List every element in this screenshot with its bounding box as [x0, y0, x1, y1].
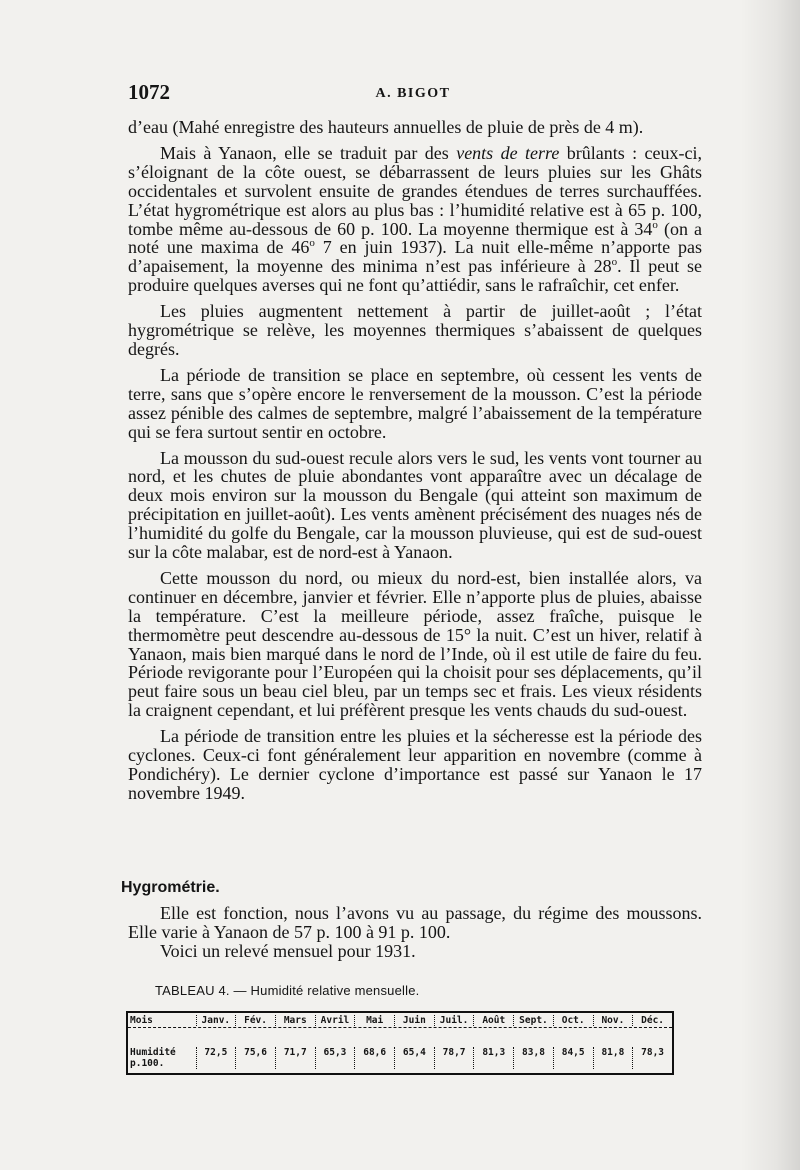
table-rule: [128, 1027, 672, 1028]
section-text: [128, 904, 702, 961]
body-text: [128, 118, 702, 803]
paragraph: Mais à Yanaon, elle se traduit par des vents de terre brûlants : ceux-ci, s’éloignant de la côte ouest, se débarrassent de leurs pluies sur les Ghâts occidentales et survolent ensuite de grandes étendues de terres surchauffées. L’état hygrométrique est alors au plus bas : l’humidité relative est à 65 p. 100, tombe même au-dessous de 60 p. 100. La moyenne thermique est à 34$^o$ (on a noté une maxima de 46$^o$ 7 en juin 1937). La nuit elle-même n’apporte pas d’apaisement, la moyenne des minima n’est pas inférieure à 28$^o$. Il peut se produire quelques averses qui ne font qu’attiédir, sans le rafraîchir, cet enfer.: [128, 142, 703, 296]
column-header: Fév.: [235, 1015, 275, 1026]
column-header: Mai: [354, 1015, 394, 1026]
table-caption: TABLEAU 4. — Humidité relative mensuelle.: [155, 983, 420, 998]
column-header: Juil.: [434, 1015, 474, 1026]
humidity-table: [126, 1011, 674, 1075]
table-cell: 72,5: [196, 1047, 236, 1069]
table-cell: 81,3: [473, 1047, 513, 1069]
paragraph: Cette mousson du nord, ou mieux du nord-est, bien installée alors, va continuer en décembre, janvier et février. Elle n’apporte plus de pluies, abaisse la température. C’est la meilleure période, assez fraîche, puisque le thermomètre peut descendre au-dessous de 15° la nuit. C’est un hiver, relatif à Yanaon, mais bien marqué dans le nord de l’Inde, où il est utile de faire du feu. Période revigorante pour l’Européen qui la choisit pour ses déplacements, qu’il peut faire sous un beau ciel bleu, par un temps sec et frais. Les vieux résidents la craignent cependant, et lui préfèrent presque les vents chauds du sud-ouest.: [128, 567, 702, 721]
column-header: Janv.: [196, 1015, 236, 1026]
table-cell: 65,3: [315, 1047, 355, 1069]
page-number: 1072: [128, 80, 170, 104]
table-values-row: [128, 1047, 672, 1069]
paragraph: La mousson du sud-ouest recule alors vers le sud, les vents vont tourner au nord, et les chutes de pluie abondantes vont apparaître avec un décalage de deux mois environ sur la mousson du Bengale (qui atteint son maximum de précipitation en juillet-août). Les vents amènent précisément des nuages nés de l’humidité du golfe du Bengale, car la mousson pluvieuse, qui est de sud-ouest sur la côte malabar, est de nord-est à Yanaon.: [128, 447, 702, 563]
table-cell: 65,4: [394, 1047, 434, 1069]
table-cell: 84,5: [553, 1047, 593, 1069]
column-header: Déc.: [632, 1015, 672, 1026]
row-label-line: p.100.: [130, 1058, 165, 1069]
row-label-line: Humidité: [130, 1047, 176, 1058]
column-header: Avril: [315, 1015, 355, 1026]
column-header: Sept.: [513, 1015, 553, 1026]
column-header: Oct.: [553, 1015, 593, 1026]
table-cell: 78,3: [632, 1047, 672, 1069]
paragraph: Elle est fonction, nous l’avons vu au passage, du régime des moussons. Elle varie à Yanaon de 57 p. 100 à 91 p. 100.: [128, 903, 702, 942]
table-cell: 81,8: [593, 1047, 633, 1069]
column-header: Mars: [275, 1015, 315, 1026]
page-edge-shadow: [740, 0, 800, 1170]
table-cell: 71,7: [275, 1047, 315, 1069]
table-cell: 68,6: [354, 1047, 394, 1069]
table-cell: 83,8: [513, 1047, 553, 1069]
row-label-mois: Mois: [130, 1015, 153, 1026]
section-title: Hygrométrie.: [121, 879, 220, 896]
table-header-row: [128, 1015, 672, 1026]
column-header: Nov.: [593, 1015, 633, 1026]
paragraph: Voici un relevé mensuel pour 1931.: [160, 941, 416, 961]
column-header: Juin: [394, 1015, 434, 1026]
table-cell: 75,6: [235, 1047, 275, 1069]
running-head: A. BIGOT: [375, 86, 451, 101]
paragraph: La période de transition entre les pluies et la sécheresse est la période des cyclones. Ceux-ci font généralement leur apparition en novembre (comme à Pondichéry). Le dernier cyclone d’importance est passé sur Yanaon le 17 novembre 1949.: [128, 726, 702, 803]
column-header: Août: [473, 1015, 513, 1026]
paragraph: Les pluies augmentent nettement à partir de juillet-août ; l’état hygrométrique se relève, les moyennes thermiques s’abaissent de quelques degrés.: [128, 301, 702, 359]
table-cell: 78,7: [434, 1047, 474, 1069]
paragraph: La période de transition se place en septembre, où cessent les vents de terre, sans que s’opère encore le renversement de la mousson. C’est la période assez pénible des calmes de septembre, malgré l’abaissement de la température qui se fera surtout sentir en octobre.: [128, 364, 702, 442]
page-header: [128, 80, 698, 106]
row-label-humidite: [128, 1047, 196, 1069]
paragraph: d’eau (Mahé enregistre des hauteurs annuelles de pluie de près de 4 m).: [128, 117, 644, 137]
